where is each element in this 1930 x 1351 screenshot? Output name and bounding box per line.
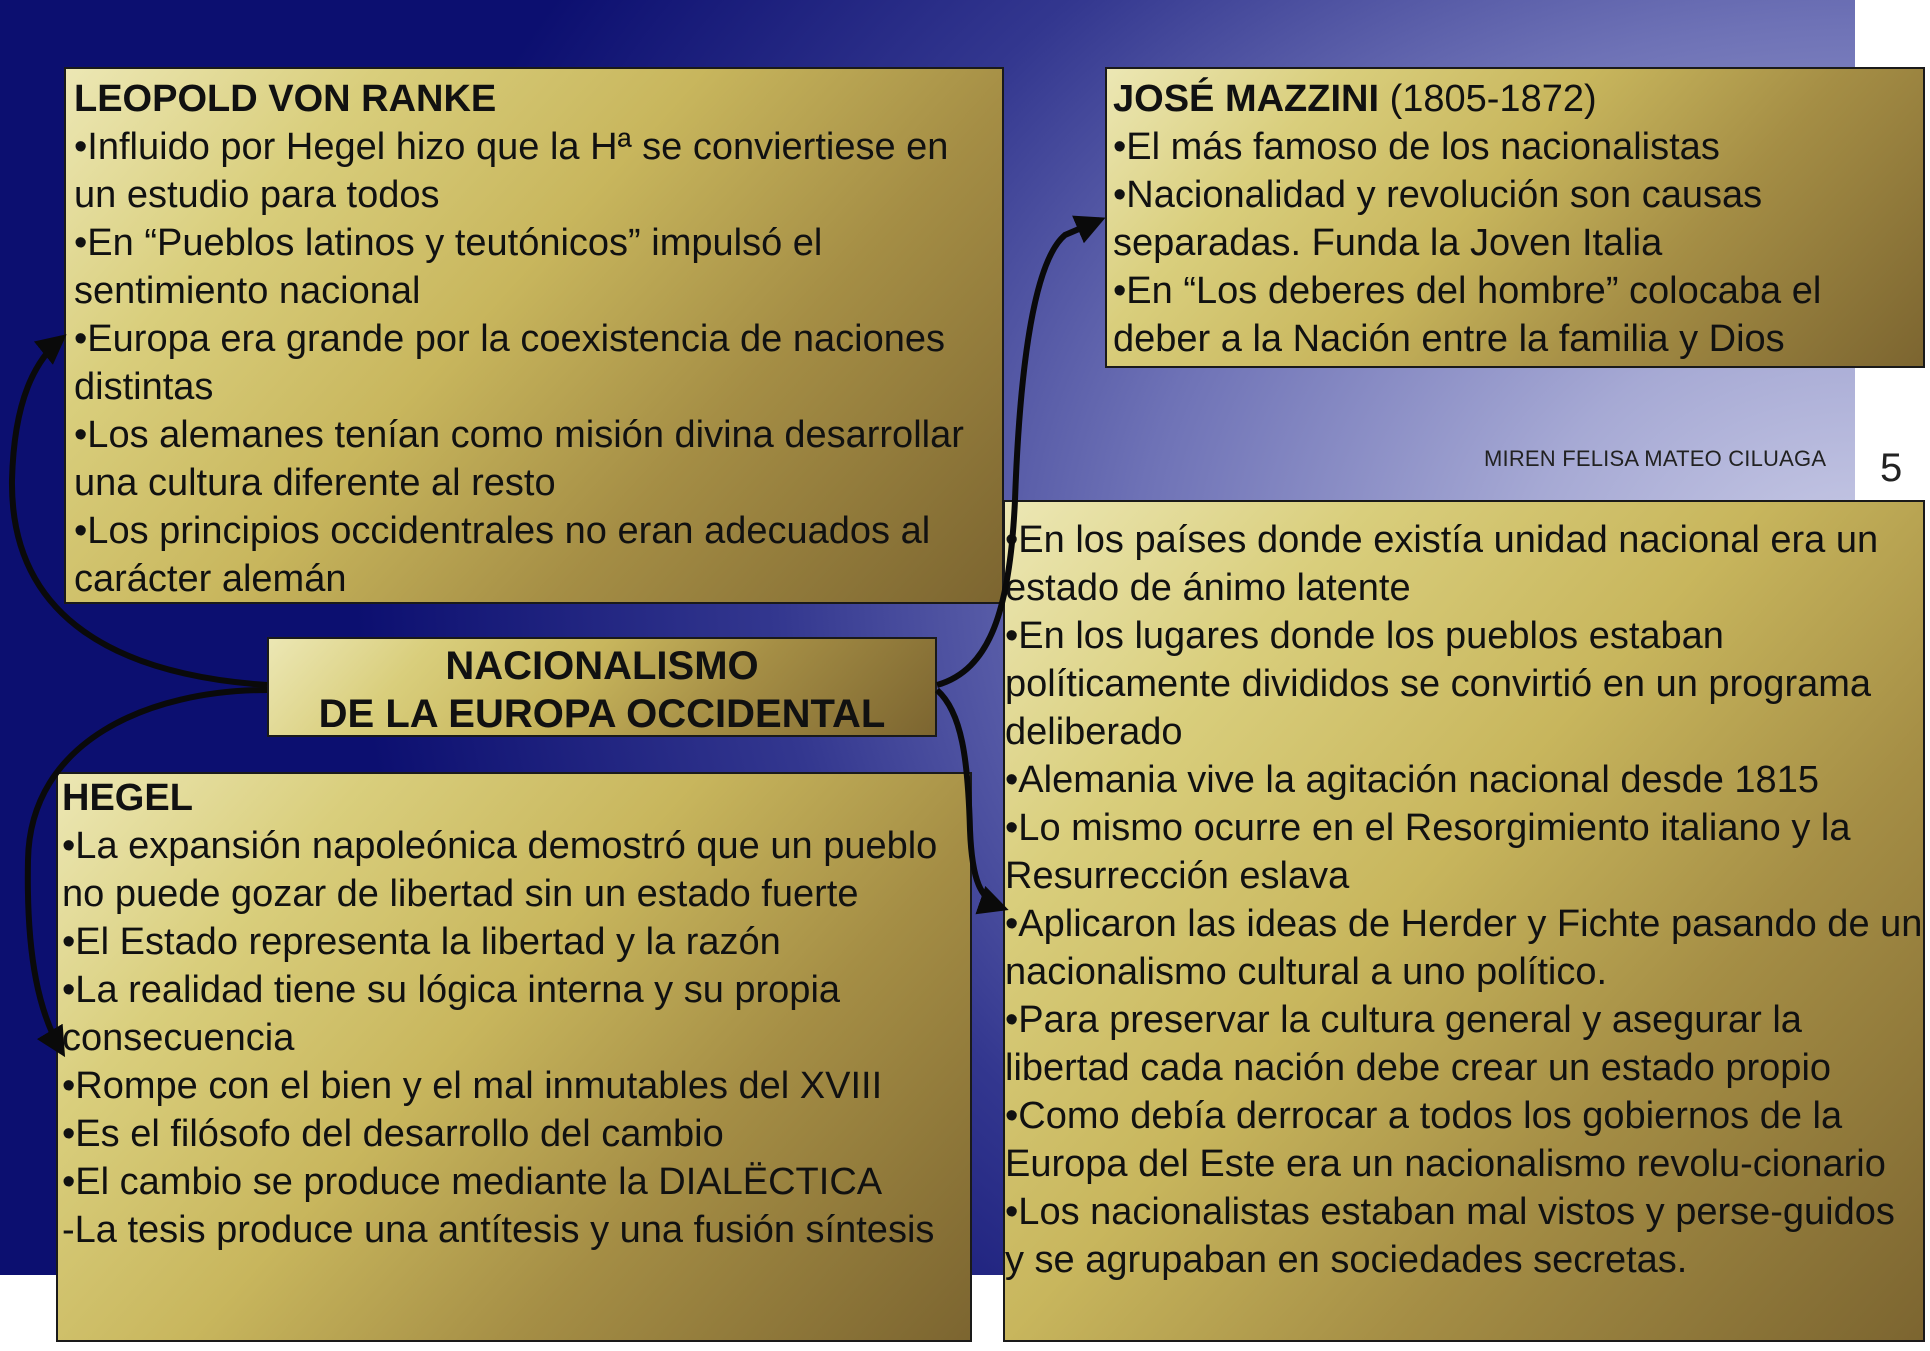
hegel-item: •La expansión napoleónica demostró que un pueblo no puede gozar de libertad sin un estado fuerte xyxy=(62,825,938,915)
hegel-title: HEGEL xyxy=(62,777,193,819)
ranke-item: •Los alemanes tenían como misión divina desarrollar una cultura diferente al resto xyxy=(74,414,964,504)
mazzini-item: •Nacionalidad y revolución son causas separadas. Funda la Joven Italia xyxy=(1113,174,1763,264)
author-name: MIREN FELISA MATEO CILUAGA xyxy=(1484,446,1827,471)
arrow-to-ranke xyxy=(12,338,267,685)
ranke-item: •Los principios occidentrales no eran adecuados al carácter alemán xyxy=(74,510,931,600)
arrow-to-mazzini xyxy=(937,220,1100,685)
hegel-item: -La tesis produce una antítesis y una fusión síntesis xyxy=(62,1209,935,1251)
ranke-title: LEOPOLD VON RANKE xyxy=(74,78,497,120)
main-item: •Aplicaron las ideas de Herder y Fichte pasando de un nacionalismo cultural a uno político. xyxy=(1005,903,1923,993)
mazzini-item: •En “Los deberes del hombre” colocaba el deber a la Nación entre la familia y Dios xyxy=(1113,270,1822,360)
mazzini-years: (1805-1872) xyxy=(1379,78,1597,120)
slide-number: 5 xyxy=(1880,446,1903,490)
main-item: •Lo mismo ocurre en el Resorgimiento italiano y la Resurrección eslava xyxy=(1005,807,1851,897)
mazzini-title: JOSÉ MAZZINI xyxy=(1113,78,1380,120)
hegel-item: •El Estado representa la libertad y la razón xyxy=(62,921,781,963)
central-title-line2: DE LA EUROPA OCCIDENTAL xyxy=(318,692,886,736)
hegel-item: •La realidad tiene su lógica interna y su propia consecuencia xyxy=(62,969,841,1059)
ranke-item: •Influido por Hegel hizo que la Hª se conviertiese en un estudio para todos xyxy=(74,126,949,216)
main-item: •En los países donde existía unidad nacional era un estado de ánimo latente xyxy=(1005,519,1879,609)
arrow-to-main xyxy=(937,690,1003,908)
main-item: •Para preservar la cultura general y asegurar la libertad cada nación debe crear un estado propio xyxy=(1005,999,1832,1089)
main-item: •Alemania vive la agitación nacional desde 1815 xyxy=(1005,759,1819,801)
main-item: •En los lugares donde los pueblos estaban políticamente divididos se convirtió en un programa deliberado xyxy=(1005,615,1872,753)
central-title-line1: NACIONALISMO xyxy=(445,644,759,688)
mazzini-item: •El más famoso de los nacionalistas xyxy=(1113,126,1720,168)
hegel-item: •El cambio se produce mediante la DIALËCTICA xyxy=(62,1161,883,1203)
hegel-item: •Rompe con el bien y el mal inmutables del XVIII xyxy=(62,1065,883,1107)
main-item: •Los nacionalistas estaban mal vistos y perse-guidos y se agrupaban en sociedades secretas. xyxy=(1005,1191,1895,1281)
main-item: •Como debía derrocar a todos los gobiernos de la Europa del Este era un nacionalismo revolu-cionario xyxy=(1005,1095,1886,1185)
ranke-item: •Europa era grande por la coexistencia de naciones distintas xyxy=(74,318,945,408)
ranke-item: •En “Pueblos latinos y teutónicos” impulsó el sentimiento nacional xyxy=(74,222,823,312)
hegel-item: •Es el filósofo del desarrollo del cambio xyxy=(62,1113,724,1155)
arrow-to-hegel xyxy=(28,690,267,1052)
